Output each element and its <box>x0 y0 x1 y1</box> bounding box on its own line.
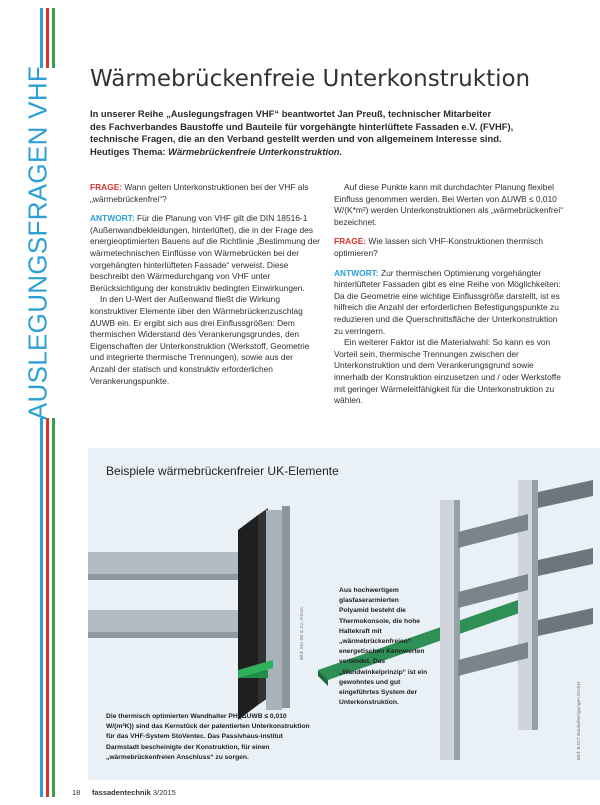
sto-bracket <box>88 506 290 720</box>
bracket-arm-top <box>88 552 238 574</box>
answer-label: ANTWORT: <box>90 213 135 224</box>
section-label <box>8 65 68 421</box>
magazine-info <box>92 788 176 797</box>
right-column <box>334 182 564 407</box>
bracket-arm-bottom <box>88 610 238 632</box>
article-title: Wärmebrückenfreie Unterkonstruktion <box>90 66 531 92</box>
stripe-green-lower <box>52 416 55 797</box>
stripe-red-lower <box>46 416 49 797</box>
stripe-blue-lower <box>40 416 43 797</box>
image-credit-left: Bild: Sto SE & Co. KGaA <box>300 606 305 660</box>
paragraph: In den U-Wert der Außenwand fließt die Wirkung konstruktiver Elemente über den Wärmebrückenzuschlag ΔUWB ein. Er ergibt sich aus drei Einflussgrößen: Dem thermischen Widerstand des Verankerungsgrundes, den Eigenschaften der Unterkonstruktion (Werkstoff, Geometrie und integrierte thermische Trennungen), sowie aus der Anzahl der statisch und konstruktiv erforderlichen Verankerungspunkte. <box>90 294 310 386</box>
vertical-profile <box>266 510 282 710</box>
image-credit-right: Bild: EJOT Baubefestigungen GmbH <box>577 681 582 760</box>
intro-line: des Fachverbandes Baustoffe und Bauteile für vorgehängte hinterlüftete Fassaden e.V. (FVHF), <box>90 120 514 132</box>
left-column <box>90 182 320 387</box>
question-text: Wann gelten Unterkonstruktionen bei der VHF als „wärmebrückenfrei“? <box>90 182 309 204</box>
paragraph: Ein weiterer Faktor ist die Materialwahl: So kann es von Vorteil sein, thermische Trennungen zwischen der Unterkonstruktion und dem Verankerungsgrund sowie innerhalb der Konstruktion einzusetzen und / oder Werkstoffe mit geringer Wärmeleitfähigkeit für die Unterkonstruktion zu wählen. <box>334 337 561 406</box>
answer-2 <box>334 268 564 338</box>
intro-line: In unserer Reihe „Auslegungsfragen VHF“ beantwortet Jan Preuß, technischer Mitarbeiter <box>90 108 492 119</box>
answer-label: ANTWORT: <box>334 267 379 278</box>
figure-title: Beispiele wärmebrückenfreier UK-Elemente <box>106 464 339 478</box>
article-intro <box>90 108 560 158</box>
section-label-text: AUSLEGUNGSFRAGEN VHF <box>22 65 53 421</box>
question-label: FRAGE: <box>334 236 367 247</box>
page-number: 18 <box>72 788 81 797</box>
question-label: FRAGE: <box>90 182 123 192</box>
intro-theme <box>90 146 560 159</box>
rail-left <box>440 500 454 760</box>
caption-left: Die thermisch optimierten Wandhalter PH (ΔUWB ≤ 0,010 W/(m²K)) sind das Kernstück der patentierten Unterkonstruktion für das VHF-System StoVentec. Das Passivhaus-institut Darmstadt bescheinigte der Konstruktion, für einen „wärmebrückenfreien Anschluss“ zu sorgen. <box>106 713 310 761</box>
intro-theme-topic: Wärmebrückenfreie Unterkonstruktion. <box>168 145 343 157</box>
answer-1 <box>90 213 320 294</box>
issue-number: 3/2015 <box>152 788 176 797</box>
caption-middle: Aus hochwertigem glasfaserarmierten Polyamid besteht die Thermokonsole, die hohe Haltekraft mit „wärmebrückenfreien“ energetischen Kennwerten verbindet. Das „Wandwinkelprinzip“ ist ein gewohntes und gut eingeführtes System der Unterkonstruktion. <box>339 587 428 707</box>
intro-theme-prefix: Heutiges Thema: <box>90 145 169 157</box>
answer-text: Für die Planung von VHF gilt die DIN 18516-1 (Außenwandbekleidungen, hinterlüftet), die in der Frage des energieoptimierten Bauens auf die Richtlinie „Bestimmung der wärmetechnischen Einflüsse von Wärmebrücken bei der vorgehängten hinterlüfteten Fassade“ verweist. Diese beschreibt den Wärmedurchgang von VHF unter Berücksichtigung der konstruktiv bedingten Einwirkungen. <box>90 213 320 293</box>
question-2 <box>334 236 564 259</box>
answer-text: Zur thermischen Optimierung vorgehängter hinterlüfteter Fassaden gibt es eine Reihe von Möglichkeiten: Da die Geometrie eine wichtige Einflussgröße darstellt, ist es hilfreich die Anzahl der erforderlichen Befestigungspunkte zu reduzieren und die Querschnittsfläche der Unterkonstruktion zu verringern. <box>334 267 561 336</box>
magazine-name: fassadentechnik <box>92 788 151 797</box>
paragraph: Auf diese Punkte kann mit durchdachter Planung flexibel Einfluss genommen werden. Bei Werten von ΔUWB ≤ 0,010 W/(K*m²) werden Unterkonstruktionen als „wärmebrückenfrei“ bezeichnet. <box>334 182 563 227</box>
question-text: Wie lassen sich VHF-Konstruktionen thermisch optimieren? <box>334 236 543 258</box>
question-1 <box>90 182 320 205</box>
intro-line: technische Fragen, die an den Verband gestellt werden und von allgemeinem Interesse sind. <box>90 133 502 144</box>
